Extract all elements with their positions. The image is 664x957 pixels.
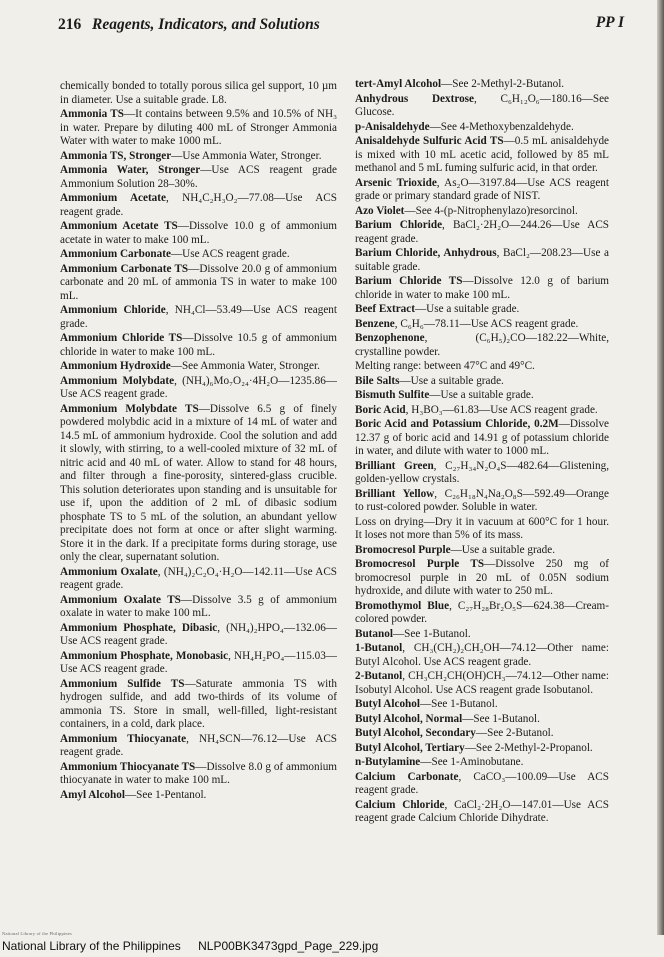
reagent-term: Ammonium Phosphate, Dibasic	[60, 621, 218, 634]
reagent-description: , (NH₄)₆Mo₇O₂₄·4H₂O—1235.86—Use ACS reagent grade.	[60, 374, 337, 400]
reagent-term: Bromothymol Blue	[355, 599, 450, 612]
reagent-entry	[355, 600, 609, 627]
reagent-entry	[60, 220, 337, 247]
reagent-entry	[60, 678, 337, 732]
reagent-description: , BaCl₂·2H₂O—244.26—Use ACS reagent grade.	[355, 219, 610, 245]
reagent-term: Barium Chloride	[355, 219, 443, 231]
reagent-entry	[355, 698, 609, 712]
reagent-description: —Dissolve 250 mg of bromocresol purple in 20 mL of 0.05N sodium hydroxide, and dilute with water to 250 mL.	[355, 558, 609, 597]
reagent-description: , CH₃CH₂CH(OH)CH₃—74.12—Other name: Isobutyl Alcohol. Use ACS reagent grade Isobutanol.	[355, 670, 609, 696]
reagent-term: Boric Acid	[355, 403, 406, 416]
right-column	[355, 78, 609, 827]
reagent-description: —See Ammonia Water, Stronger.	[170, 360, 320, 372]
reagent-description: —Dissolve 6.5 g of finely powdered molybdic acid in a mixture of 14 mL of water and 14.5 mL of ammonium hydroxide. Cool the solution and add it slowly, with stirring, to a well-cooled mixture of 32 mL of nitric acid and 40 mL of water. Allow to stand for 48 hours, and filter through a fine-porosity, sintered-glass crucible. This solution deteriorates upon standing and is unsuitable for use if, upon the addition of 2 mL of dibasic sodium phosphate TS to 5 mL of the solution, an abundant yellow precipitate does not form at once or after slight warming. Store it in the dark. If a precipitate forms during storage, use only the clear, supernatant solution.	[60, 402, 337, 563]
reagent-description: chemically bonded to totally porous silica gel support, 10 µm in diameter. Use a suitable grade. L8.	[60, 80, 337, 106]
footer-caption	[2, 939, 392, 953]
reagent-entry	[355, 303, 609, 317]
reagent-term: Ammonia TS	[60, 108, 124, 120]
reagent-entry	[355, 78, 609, 92]
reagent-term: Bile Salts	[355, 374, 400, 387]
reagent-entry	[355, 460, 609, 487]
reagent-description: —Use ACS reagent grade Ammonium Solution 28–30%.	[60, 164, 337, 190]
reagent-entry	[60, 761, 337, 788]
reagent-entry	[355, 628, 609, 642]
reagent-description: , C₆H₆—78.11—Use ACS reagent grade.	[394, 317, 579, 330]
reagent-description: —See 1-Butanol.	[392, 627, 471, 640]
reagent-term: Ammonium Thiocyanate TS	[60, 760, 196, 773]
reagent-description: , CH₃(CH₂)₂CH₂OH—74.12—Other name: Butyl Alcohol. Use ACS reagent grade.	[355, 642, 609, 668]
reagent-description: , BaCl₂—208.23—Use a suitable grade.	[355, 247, 609, 273]
reagent-description: , CaCO₃—100.09—Use ACS reagent grade.	[355, 770, 609, 796]
reagent-description: —Dissolve 12.37 g of boric acid and 14.91 g of potassium chloride in water, and dilute with water to 1000 mL.	[355, 418, 609, 457]
reagent-term: Benzophenone	[355, 332, 425, 344]
reagent-description: , C₆H₁₂O₆—180.16—See Glucose.	[355, 92, 609, 118]
reagent-entry	[355, 756, 609, 770]
reagent-description: —Dissolve 3.5 g of ammonium oxalate in water to make 100 mL.	[60, 593, 338, 619]
reagent-term: Butyl Alcohol, Secondary	[355, 727, 476, 739]
reagent-description: —Use Ammonia Water, Stronger.	[171, 149, 322, 162]
reagent-term: Ammonium Chloride	[60, 304, 166, 316]
reagent-entry	[355, 544, 609, 558]
reagent-description: , NH₄SCN—76.12—Use ACS reagent grade.	[60, 732, 338, 758]
reagent-description: —0.5 mL anisaldehyde is mixed with 10 mL acetic acid, followed by 85 mL methanol and 5 mL fuming sulfuric acid, in that order.	[355, 135, 609, 174]
reagent-description: , CaCl₂·2H₂O—147.01—Use ACS reagent grade Calcium Chloride Dihydrate.	[355, 798, 609, 824]
reagent-entry	[60, 80, 337, 107]
reagent-description: —Dissolve 20.0 g of ammonium carbonate and 20 mL of ammonia TS in water to make 100 mL.	[60, 262, 337, 302]
reagent-entry	[355, 205, 609, 219]
reagent-entry	[60, 789, 337, 803]
reagent-term: 2-Butanol	[355, 670, 403, 682]
reagent-term: p-Anisaldehyde	[355, 120, 430, 133]
reagent-entry	[60, 192, 337, 219]
reagent-term: Ammonium Sulfide TS	[60, 677, 185, 690]
reagent-term: Brilliant Green	[355, 459, 434, 472]
reagent-term: Calcium Carbonate	[355, 770, 459, 783]
running-head-title: Reagents, Indicators, and Solutions	[92, 16, 320, 33]
reagent-entry	[60, 566, 337, 593]
reagent-term: Barium Chloride TS	[355, 275, 463, 287]
reagent-entry	[60, 594, 337, 621]
reagent-term: Butyl Alcohol	[355, 698, 420, 710]
reagent-term: Bromocresol Purple TS	[355, 558, 485, 570]
reagent-entry	[355, 727, 609, 741]
reagent-description: —Saturate ammonia TS with hydrogen sulfide, and add two-thirds of its volume of ammonia TS. Store in small, well-filled, light-resistant containers, in a cold, dark place.	[60, 677, 337, 730]
reagent-description: —See 2-Methyl-2-Propanol.	[464, 741, 593, 754]
reagent-term: Ammonium Phosphate, Monobasic	[60, 649, 229, 662]
reagent-term: Boric Acid and Potassium Chloride, 0.2M	[355, 418, 559, 430]
reagent-term: Ammonium Carbonate	[60, 248, 171, 260]
reagent-description: —See 4-(p-Nitrophenylazo)resorcinol.	[404, 204, 578, 217]
reagent-term: Ammonium Acetate TS	[60, 220, 178, 232]
reagent-entry	[355, 404, 609, 418]
reagent-term: 1-Butanol	[355, 642, 403, 654]
reagent-entry	[60, 360, 337, 374]
reagent-description: —Use a suitable grade.	[450, 543, 555, 556]
reagent-entry	[355, 375, 609, 389]
footer-file: NLP00BK3473gpd_Page_229.jpg	[198, 939, 379, 953]
reagent-description: , NH₄Cl—53.49—Use ACS reagent grade.	[60, 304, 338, 330]
reagent-entry	[60, 108, 337, 149]
reagent-description: , (NH₄)₂C₂O₄·H₂O—142.11—Use ACS reagent grade.	[60, 565, 337, 591]
reagent-term: Ammonium Chloride TS	[60, 332, 183, 344]
reagent-description: , (C₆H₅)₂CO—182.22—White, crystalline powder.	[355, 332, 609, 358]
page-number: 216	[58, 16, 82, 33]
reagent-entry	[60, 375, 337, 402]
reagent-term: Barium Chloride, Anhydrous	[355, 247, 497, 259]
reagent-term: Ammonium Oxalate	[60, 565, 158, 578]
reagent-term: Ammonium Oxalate TS	[60, 593, 181, 606]
reagent-description: —See 1-Pentanol.	[124, 788, 207, 801]
reagent-description: Melting range: between 47°C and 49°C.	[355, 360, 535, 372]
reagent-term: Ammonia TS, Stronger	[60, 149, 172, 162]
reagent-entry	[355, 360, 609, 374]
reagent-entry	[355, 799, 609, 826]
reagent-term: Anisaldehyde Sulfuric Acid TS	[355, 135, 504, 147]
reagent-entry	[60, 164, 337, 191]
reagent-entry	[60, 403, 337, 565]
reagent-description: —Dissolve 10.5 g of ammonium chloride in water to make 100 mL.	[60, 332, 337, 358]
reagent-description: , C₂₇H₂₈Br₂O₅S—624.38—Cream-colored powder.	[355, 599, 609, 625]
left-column	[60, 80, 337, 803]
reagent-description: , H₃BO₃—61.83—Use ACS reagent grade.	[405, 403, 598, 416]
reagent-entry	[355, 742, 609, 756]
reagent-description: —Use ACS reagent grade.	[170, 248, 290, 260]
reagent-description: —Use a suitable grade.	[414, 303, 520, 315]
reagent-term: tert-Amyl Alcohol	[355, 78, 442, 90]
reagent-term: Beef Extract	[355, 303, 415, 315]
reagent-description: Loss on drying—Dry it in vacuum at 600°C for 1 hour. It loses not more than 5% of its mass.	[355, 515, 609, 541]
reagent-term: Ammonium Molybdate TS	[60, 402, 199, 415]
reagent-entry	[355, 418, 609, 459]
reagent-term: Butanol	[355, 627, 393, 640]
reagent-term: Anhydrous Dextrose	[355, 92, 474, 105]
reagent-term: Amyl Alcohol	[60, 788, 125, 801]
reagent-description: —See 4-Methoxybenzaldehyde.	[429, 120, 574, 133]
reagent-entry	[355, 121, 609, 135]
reagent-term: Ammonium Carbonate TS	[60, 262, 189, 275]
reagent-description: , C₂₇H₃₄N₂O₄S—482.64—Glistening, golden-yellow crystals.	[355, 459, 609, 485]
reagent-entry	[60, 733, 337, 760]
page-edge-shadow	[657, 0, 664, 935]
reagent-description: , As₂O—3197.84—Use ACS reagent grade or primary standard grade of NIST.	[355, 176, 609, 202]
reagent-description: —See 1-Aminobutane.	[420, 756, 524, 768]
reagent-term: Ammonia Water, Stronger	[60, 164, 201, 176]
reagent-entry	[355, 93, 609, 120]
footer-library: National Library of the Philippines	[2, 939, 181, 953]
reagent-description: —Use a suitable grade.	[399, 374, 504, 387]
reagent-term: Azo Violet	[355, 204, 405, 217]
reagent-term: Brilliant Yellow	[355, 487, 435, 500]
reagent-entry	[60, 622, 337, 649]
reagent-term: Arsenic Trioxide	[355, 176, 437, 189]
reagent-description: —Dissolve 8.0 g of ammonium thiocyanate in water to make 100 mL.	[60, 760, 338, 786]
reagent-description: —Dissolve 12.0 g of barium chloride in water to make 100 mL.	[355, 275, 609, 301]
reagent-entry	[355, 275, 609, 302]
reagent-term: Calcium Chloride	[355, 798, 445, 811]
reagent-term: n-Butylamine	[355, 756, 421, 768]
reagent-entry	[60, 650, 337, 677]
reagent-description: —It contains between 9.5% and 10.5% of NH₃ in water. Prepare by diluting 400 mL of Stronger Ammonia Water with water to make 1000 mL.	[60, 108, 337, 147]
reagent-description: —Dissolve 10.0 g of ammonium acetate in water to make 100 mL.	[60, 220, 337, 246]
reagent-entry	[60, 248, 337, 262]
reagent-entry	[60, 263, 337, 304]
reagent-term: Benzene	[355, 317, 395, 330]
reagent-description: , NH₄C₂H₃O₂—77.08—Use ACS reagent grade.	[60, 192, 337, 218]
reagent-entry	[355, 516, 609, 543]
reagent-description: —See 2-Butanol.	[475, 727, 554, 739]
reagent-description: —See 1-Butanol.	[419, 698, 498, 710]
reagent-description: , NH₄H₂PO₄—115.03—Use ACS reagent grade.	[60, 649, 337, 675]
reagent-term: Ammonium Hydroxide	[60, 360, 171, 372]
reagent-entry	[60, 332, 337, 359]
reagent-term: Butyl Alcohol, Normal	[355, 712, 463, 725]
reagent-description: , (NH₄)₂HPO₄—132.06—Use ACS reagent grade.	[60, 621, 337, 647]
reagent-description: —Use a suitable grade.	[429, 389, 534, 401]
reagent-term: Bismuth Sulfite	[355, 389, 430, 401]
reagent-entry	[355, 642, 609, 669]
reagent-entry	[355, 713, 609, 727]
reagent-entry	[60, 304, 337, 331]
reagent-entry	[355, 558, 609, 599]
scanner-note: National Library of the Philippines	[2, 931, 72, 936]
reagent-entry	[355, 771, 609, 798]
reagent-entry	[355, 177, 609, 204]
reagent-term: Bromocresol Purple	[355, 543, 451, 556]
reagent-entry	[355, 247, 609, 274]
reagent-term: Ammonium Molybdate	[60, 374, 175, 387]
reagent-entry	[355, 318, 609, 332]
reagent-description: —See 1-Butanol.	[462, 712, 540, 725]
reagent-term: Ammonium Thiocyanate	[60, 732, 187, 745]
reagent-entry	[355, 135, 609, 176]
reagent-entry	[355, 332, 609, 359]
reagent-entry	[355, 219, 609, 246]
reagent-entry	[355, 389, 609, 403]
reagent-term: Ammonium Acetate	[60, 192, 166, 204]
reagent-entry	[355, 670, 609, 697]
reagent-term: Butyl Alcohol, Tertiary	[355, 741, 465, 754]
reagent-entry	[355, 488, 609, 515]
reagent-description: , C₂₆H₁₈N₄Na₂O₈S—592.49—Orange to rust-colored powder. Soluble in water.	[355, 487, 609, 513]
reagent-description: —See 2-Methyl-2-Butanol.	[441, 78, 565, 90]
section-code: PP I	[595, 14, 624, 31]
reagent-entry	[60, 150, 337, 164]
